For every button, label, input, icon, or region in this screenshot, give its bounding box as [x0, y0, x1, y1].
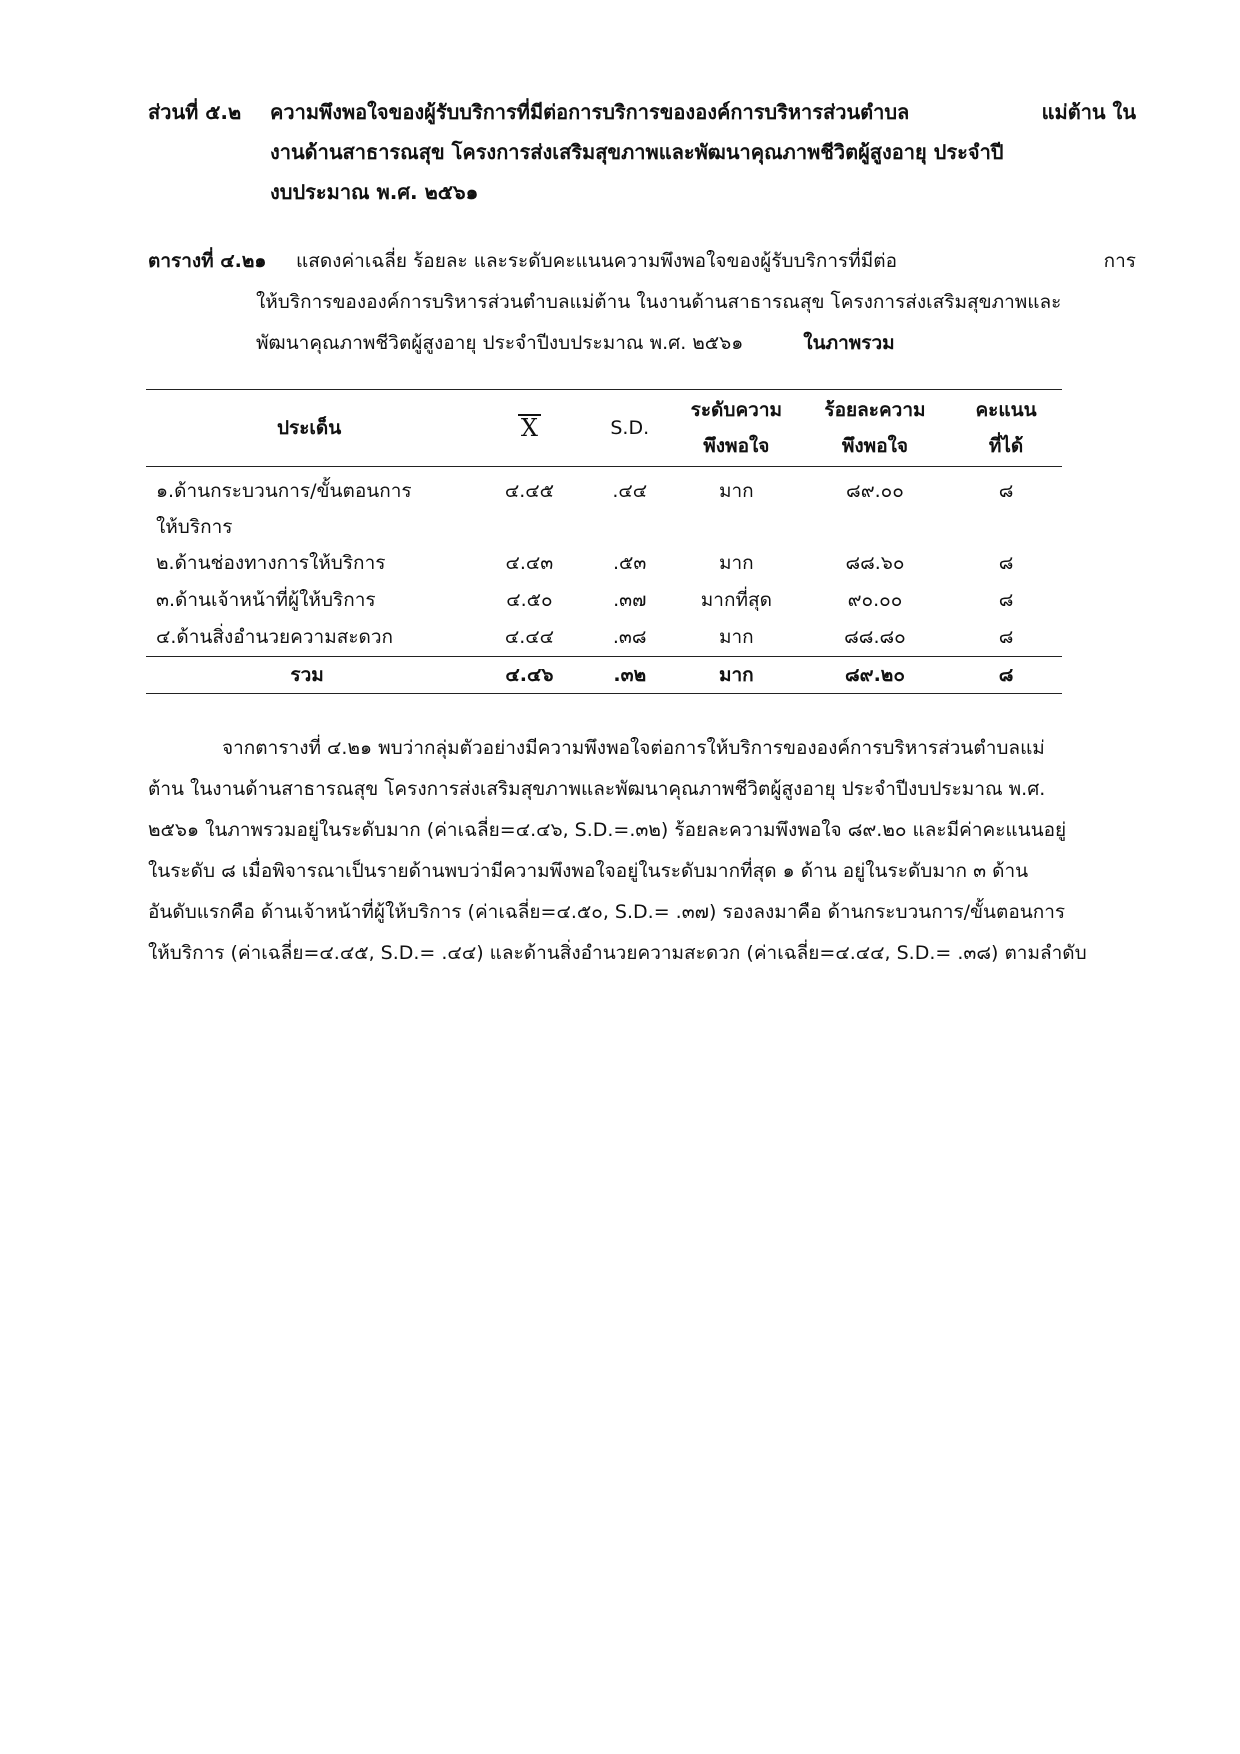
section-title-line1-right: แม่ต้าน ใน	[1041, 100, 1136, 124]
section-label: ส่วนที่ ๕.๒	[148, 100, 242, 124]
row-aspect: ๑.ด้านกระบวนการ/ขั้นตอนการ ให้บริการ	[156, 480, 412, 538]
row-mean: ๔.๕๐	[506, 589, 553, 611]
table-total-row	[146, 657, 1062, 694]
row-sd: .๓๘	[612, 626, 647, 648]
row-percent: ๘๘.๖๐	[845, 552, 905, 574]
row-level: มาก	[718, 552, 754, 574]
table-caption-line3: พัฒนาคุณภาพชีวิตผู้สูงอายุ ประจำปีงบประมาณ พ.ศ. ๒๕๖๑	[256, 332, 744, 354]
row-score: ๘	[998, 626, 1014, 648]
row-mean: ๔.๔๔	[504, 626, 554, 648]
row-score: ๘	[998, 480, 1014, 502]
section-title-line3: งบประมาณ พ.ศ. ๒๕๖๑	[270, 180, 479, 204]
paragraph-line: ต้าน ในงานด้านสาธารณสุข โครงการส่งเสริมสุขภาพและพัฒนาคุณภาพชีวิตผู้สูงอายุ ประจำปีงบประมาณ พ.ศ.	[148, 778, 1046, 800]
paragraph-line: จากตารางที่ ๔.๒๑ พบว่ากลุ่มตัวอย่างมีความพึงพอใจต่อการให้บริการขององค์การบริหารส่วนตำบลแม่	[222, 737, 1045, 759]
row-sd: .๔๔	[612, 480, 648, 502]
table-row	[146, 467, 1062, 546]
paragraph-line: ในระดับ ๘ เมื่อพิจารณาเป็นรายด้านพบว่ามีความพึงพอใจอยู่ในระดับมากที่สุด ๑ ด้าน อยู่ในระดับมาก ๓ ด้าน	[148, 860, 1029, 882]
header-sd: S.D.	[587, 390, 673, 467]
paragraph-line: อันดับแรกคือ ด้านเจ้าหน้าที่ผู้ให้บริการ (ค่าเฉลี่ย=๔.๕๐, S.D.= .๓๗) รองลงมาคือ ด้านกระบวนการ/ขั้นตอนการ	[148, 901, 1066, 923]
row-score: ๘	[998, 589, 1014, 611]
total-aspect: รวม	[146, 657, 472, 694]
paragraph-line: ๒๕๖๑ ในภาพรวมอยู่ในระดับมาก (ค่าเฉลี่ย=๔.๔๖, S.D.=.๓๒) ร้อยละความพึงพอใจ ๘๙.๒๐ และมีค่าคะแนนอยู่	[148, 819, 1067, 841]
section-title-line1-left: ความพึงพอใจของผู้รับบริการที่มีต่อการบริการขององค์การบริหารส่วนตำบล	[270, 100, 910, 124]
row-mean: ๔.๔๓	[505, 552, 554, 574]
row-aspect: ๒.ด้านช่องทางการให้บริการ	[156, 552, 386, 574]
total-sd: .๓๒	[587, 657, 673, 694]
total-score: ๘	[950, 657, 1062, 694]
row-percent: ๘๙.๐๐	[846, 480, 904, 502]
summary-paragraph	[148, 728, 1136, 974]
section-title	[270, 92, 1136, 212]
row-score: ๘	[998, 552, 1014, 574]
row-level: มาก	[718, 626, 754, 648]
row-mean: ๔.๔๕	[504, 480, 554, 502]
header-mean	[472, 390, 586, 467]
row-sd: .๕๓	[613, 552, 647, 574]
row-level: มาก	[718, 480, 754, 502]
satisfaction-table	[146, 389, 1062, 694]
total-mean: ๔.๔๖	[472, 657, 586, 694]
header-percent: ร้อยละความ พึงพอใจ	[800, 390, 950, 467]
table-caption-emphasis: ในภาพรวม	[803, 332, 895, 354]
total-percent: ๘๙.๒๐	[800, 657, 950, 694]
row-percent: ๘๘.๘๐	[844, 626, 906, 648]
row-aspect: ๔.ด้านสิ่งอำนวยความสะดวก	[156, 626, 394, 648]
header-score: คะแนน ที่ได้	[950, 390, 1062, 467]
paragraph-line: ให้บริการ (ค่าเฉลี่ย=๔.๔๕, S.D.= .๔๔) และด้านสิ่งอำนวยความสะดวก (ค่าเฉลี่ย=๔.๔๔, S.D.= .๓๘) ตามลำดับ	[148, 942, 1087, 964]
total-level: มาก	[673, 657, 800, 694]
table-caption-line1-left: แสดงค่าเฉลี่ย ร้อยละ และระดับคะแนนความพึงพอใจของผู้รับบริการที่มีต่อ	[296, 250, 898, 272]
row-percent: ๙๐.๐๐	[847, 589, 903, 611]
row-aspect: ๓.ด้านเจ้าหน้าที่ผู้ให้บริการ	[156, 589, 376, 611]
table-row	[146, 582, 1062, 619]
row-level: มากที่สุด	[700, 589, 772, 611]
table-caption-label: ตารางที่ ๔.๒๑	[148, 250, 267, 272]
section-title-line2: งานด้านสาธารณสุข โครงการส่งเสริมสุขภาพและพัฒนาคุณภาพชีวิตผู้สูงอายุ ประจำปี	[270, 140, 1004, 164]
table-caption-line2: ให้บริการขององค์การบริหารส่วนตำบลแม่ต้าน ในงานด้านสาธารณสุข โครงการส่งเสริมสุขภาพและ	[256, 291, 1062, 313]
header-level: ระดับความ พึงพอใจ	[673, 390, 800, 467]
table-row	[146, 545, 1062, 582]
table-row	[146, 619, 1062, 657]
table-header-row	[146, 390, 1062, 467]
table-caption-line1-right: การ	[1103, 250, 1136, 272]
row-sd: .๓๗	[613, 589, 647, 611]
mean-symbol: X	[518, 414, 541, 440]
header-aspect: ประเด็น	[146, 390, 472, 467]
